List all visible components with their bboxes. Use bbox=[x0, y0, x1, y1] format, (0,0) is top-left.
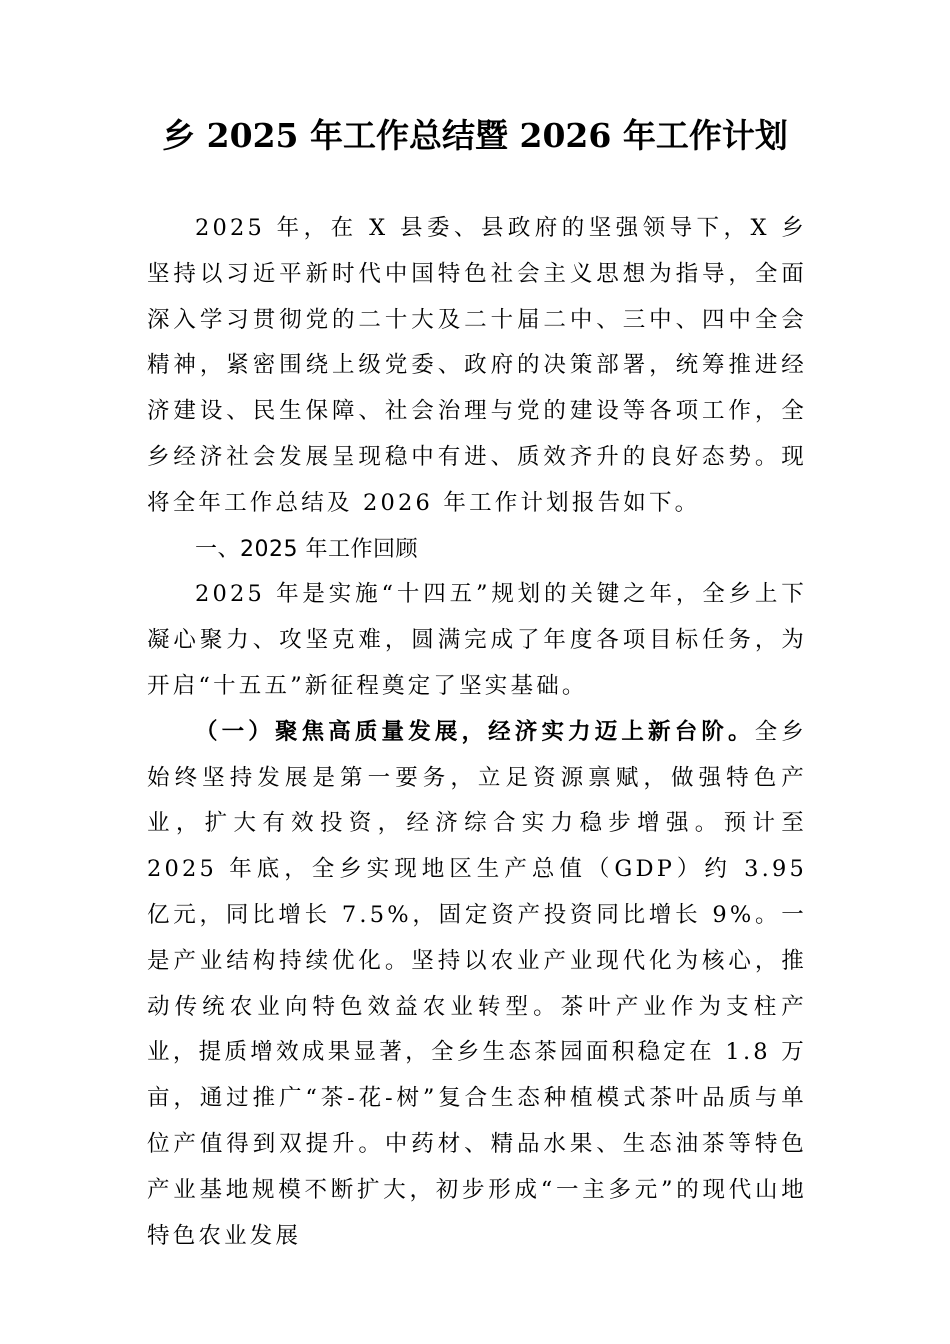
subsection-body: 全乡始终坚持发展是第一要务，立足资源禀赋，做强特色产业，扩大有效投资，经济综合实力稳步增强。预计至 2025 年底，全乡实现地区生产总值（GDP）约 3.95 亿元，同比增长 7.5%，固定资产投资同比增长 9%。一是产业结构持续优化。坚持以农业产业现代化为核心，推动传统农业向特色效益农业转型。茶叶产业作为支柱产业，提质增效成果显著，全乡生态茶园面积稳定在 1.8 万亩，通过推广“茶-花-树”复合生态种植模式茶叶品质与单位产值得到双提升。中药材、精品水果、生态油茶等特色产业基地规模不断扩大，初步形成“一主多元”的现代山地特色农业发展 bbox=[147, 718, 808, 1249]
subsection-paragraph bbox=[147, 710, 807, 1260]
document-title: 乡 2025 年工作总结暨 2026 年工作计划 bbox=[162, 116, 788, 155]
section-intro-paragraph: 2025 年是实施“十四五”规划的关键之年，全乡上下凝心聚力、攻坚克难，圆满完成了年度各项目标任务，为开启“十五五”新征程奠定了坚实基础。 bbox=[147, 581, 807, 699]
subsection-lead: （一）聚焦高质量发展，经济实力迈上新台阶。 bbox=[195, 718, 755, 745]
section-heading: 一、2025 年工作回顾 bbox=[195, 536, 418, 562]
intro-paragraph: 2025 年，在 X 县委、县政府的坚强领导下，X 乡坚持以习近平新时代中国特色社会主义思想为指导，全面深入学习贯彻党的二十大及二十届二中、三中、四中全会精神，紧密围绕上级党委、政府的决策部署，统筹推进经济建设、民生保障、社会治理与党的建设等各项工作，全乡经济社会发展呈现稳中有进、质效齐升的良好态势。现将全年工作总结及 2026 年工作计划报告如下。 bbox=[147, 215, 807, 516]
document-body bbox=[147, 206, 807, 1259]
